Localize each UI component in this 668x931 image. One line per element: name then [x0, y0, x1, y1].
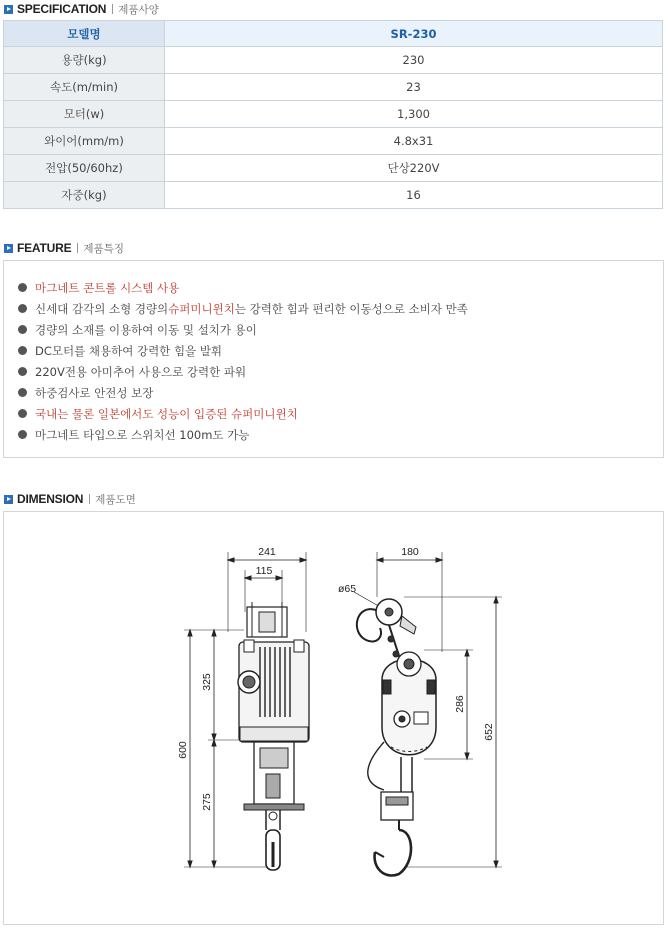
dimension-box [3, 511, 664, 925]
feature-text: 경량의 소재를 이용하여 이동 및 설치가 용이 [35, 322, 257, 337]
feature-heading [4, 240, 124, 256]
bullet-icon [18, 325, 27, 334]
section-title-kr: 제품도면 [95, 493, 136, 506]
feature-item [18, 382, 468, 403]
section-title-en: SPECIFICATION [17, 2, 107, 16]
dim-side-width: 180 [401, 546, 419, 558]
bullet-icon [18, 283, 27, 292]
spec-value: 230 [165, 47, 663, 74]
bullet-icon [18, 346, 27, 355]
section-arrow-icon [4, 244, 13, 253]
feature-text: 220V전용 아미추어 사용으로 강력한 파워 [35, 364, 247, 379]
feature-text: DC모터를 채용하여 강력한 힘을 발휘 [35, 343, 223, 358]
spec-table [3, 20, 663, 209]
spec-row [4, 128, 663, 155]
spec-value: 단상220V [165, 155, 663, 182]
section-arrow-icon [4, 5, 13, 14]
section-arrow-icon [4, 495, 13, 504]
side-view [354, 552, 502, 875]
bullet-icon [18, 430, 27, 439]
feature-text-post: 는 강력한 힘과 편리한 이동성으로 소비자 만족 [234, 301, 468, 316]
dim-height-upper: 325 [201, 673, 213, 691]
section-divider [112, 4, 113, 14]
spec-value: 1,300 [165, 101, 663, 128]
dim-side-body: 286 [454, 695, 466, 713]
section-divider [89, 494, 90, 504]
bullet-icon [18, 409, 27, 418]
spec-row [4, 182, 663, 209]
section-title-en: DIMENSION [17, 492, 84, 506]
dim-width-total: 241 [258, 546, 276, 558]
spec-header-label: 모델명 [4, 21, 165, 47]
section-title-kr: 제품사양 [118, 3, 159, 16]
spec-value: 16 [165, 182, 663, 209]
dim-height-lower: 275 [201, 793, 213, 811]
specification-heading [4, 1, 159, 17]
spec-label: 모터(w) [4, 101, 165, 128]
feature-box [3, 260, 664, 458]
section-title-en: FEATURE [17, 241, 72, 255]
feature-item [18, 361, 468, 382]
feature-item [18, 424, 468, 445]
dim-side-total: 652 [483, 723, 495, 741]
feature-text-emphasis: 슈퍼미니윈치 [168, 301, 235, 316]
bullet-icon [18, 367, 27, 376]
feature-item [18, 403, 468, 424]
spec-header-row [4, 21, 663, 47]
spec-label: 용량(kg) [4, 47, 165, 74]
dim-hook-diameter: ø65 [337, 583, 357, 595]
feature-text: 하중검사로 안전성 보장 [35, 385, 154, 400]
feature-item [18, 340, 468, 361]
spec-label: 전압(50/60hz) [4, 155, 165, 182]
spec-row [4, 155, 663, 182]
spec-row [4, 47, 663, 74]
feature-text: 마그네트 타입으로 스위치선 100m도 가능 [35, 427, 250, 442]
dim-width-inner: 115 [255, 565, 273, 577]
front-view [184, 552, 309, 870]
spec-label: 속도(m/min) [4, 74, 165, 101]
spec-label: 와이어(mm/m) [4, 128, 165, 155]
feature-item [18, 298, 468, 319]
feature-text-pre: 신세대 감각의 소형 경량의 [35, 301, 169, 316]
dimension-drawing [4, 512, 663, 924]
dim-height-total: 600 [177, 741, 189, 759]
spec-header-value: SR-230 [165, 21, 663, 47]
section-title-kr: 제품특징 [83, 242, 124, 255]
spec-row [4, 74, 663, 101]
bullet-icon [18, 388, 27, 397]
spec-value: 23 [165, 74, 663, 101]
dimension-heading [4, 491, 136, 507]
spec-row [4, 101, 663, 128]
bullet-icon [18, 304, 27, 313]
section-divider [77, 243, 78, 253]
feature-item [18, 319, 468, 340]
feature-list [18, 277, 468, 445]
spec-label: 자중(kg) [4, 182, 165, 209]
feature-text: 국내는 물론 일본에서도 성능이 입증된 슈퍼미니윈치 [35, 406, 298, 421]
feature-item [18, 277, 468, 298]
spec-value: 4.8x31 [165, 128, 663, 155]
feature-text: 마그네트 콘트롤 시스템 사용 [35, 280, 180, 295]
